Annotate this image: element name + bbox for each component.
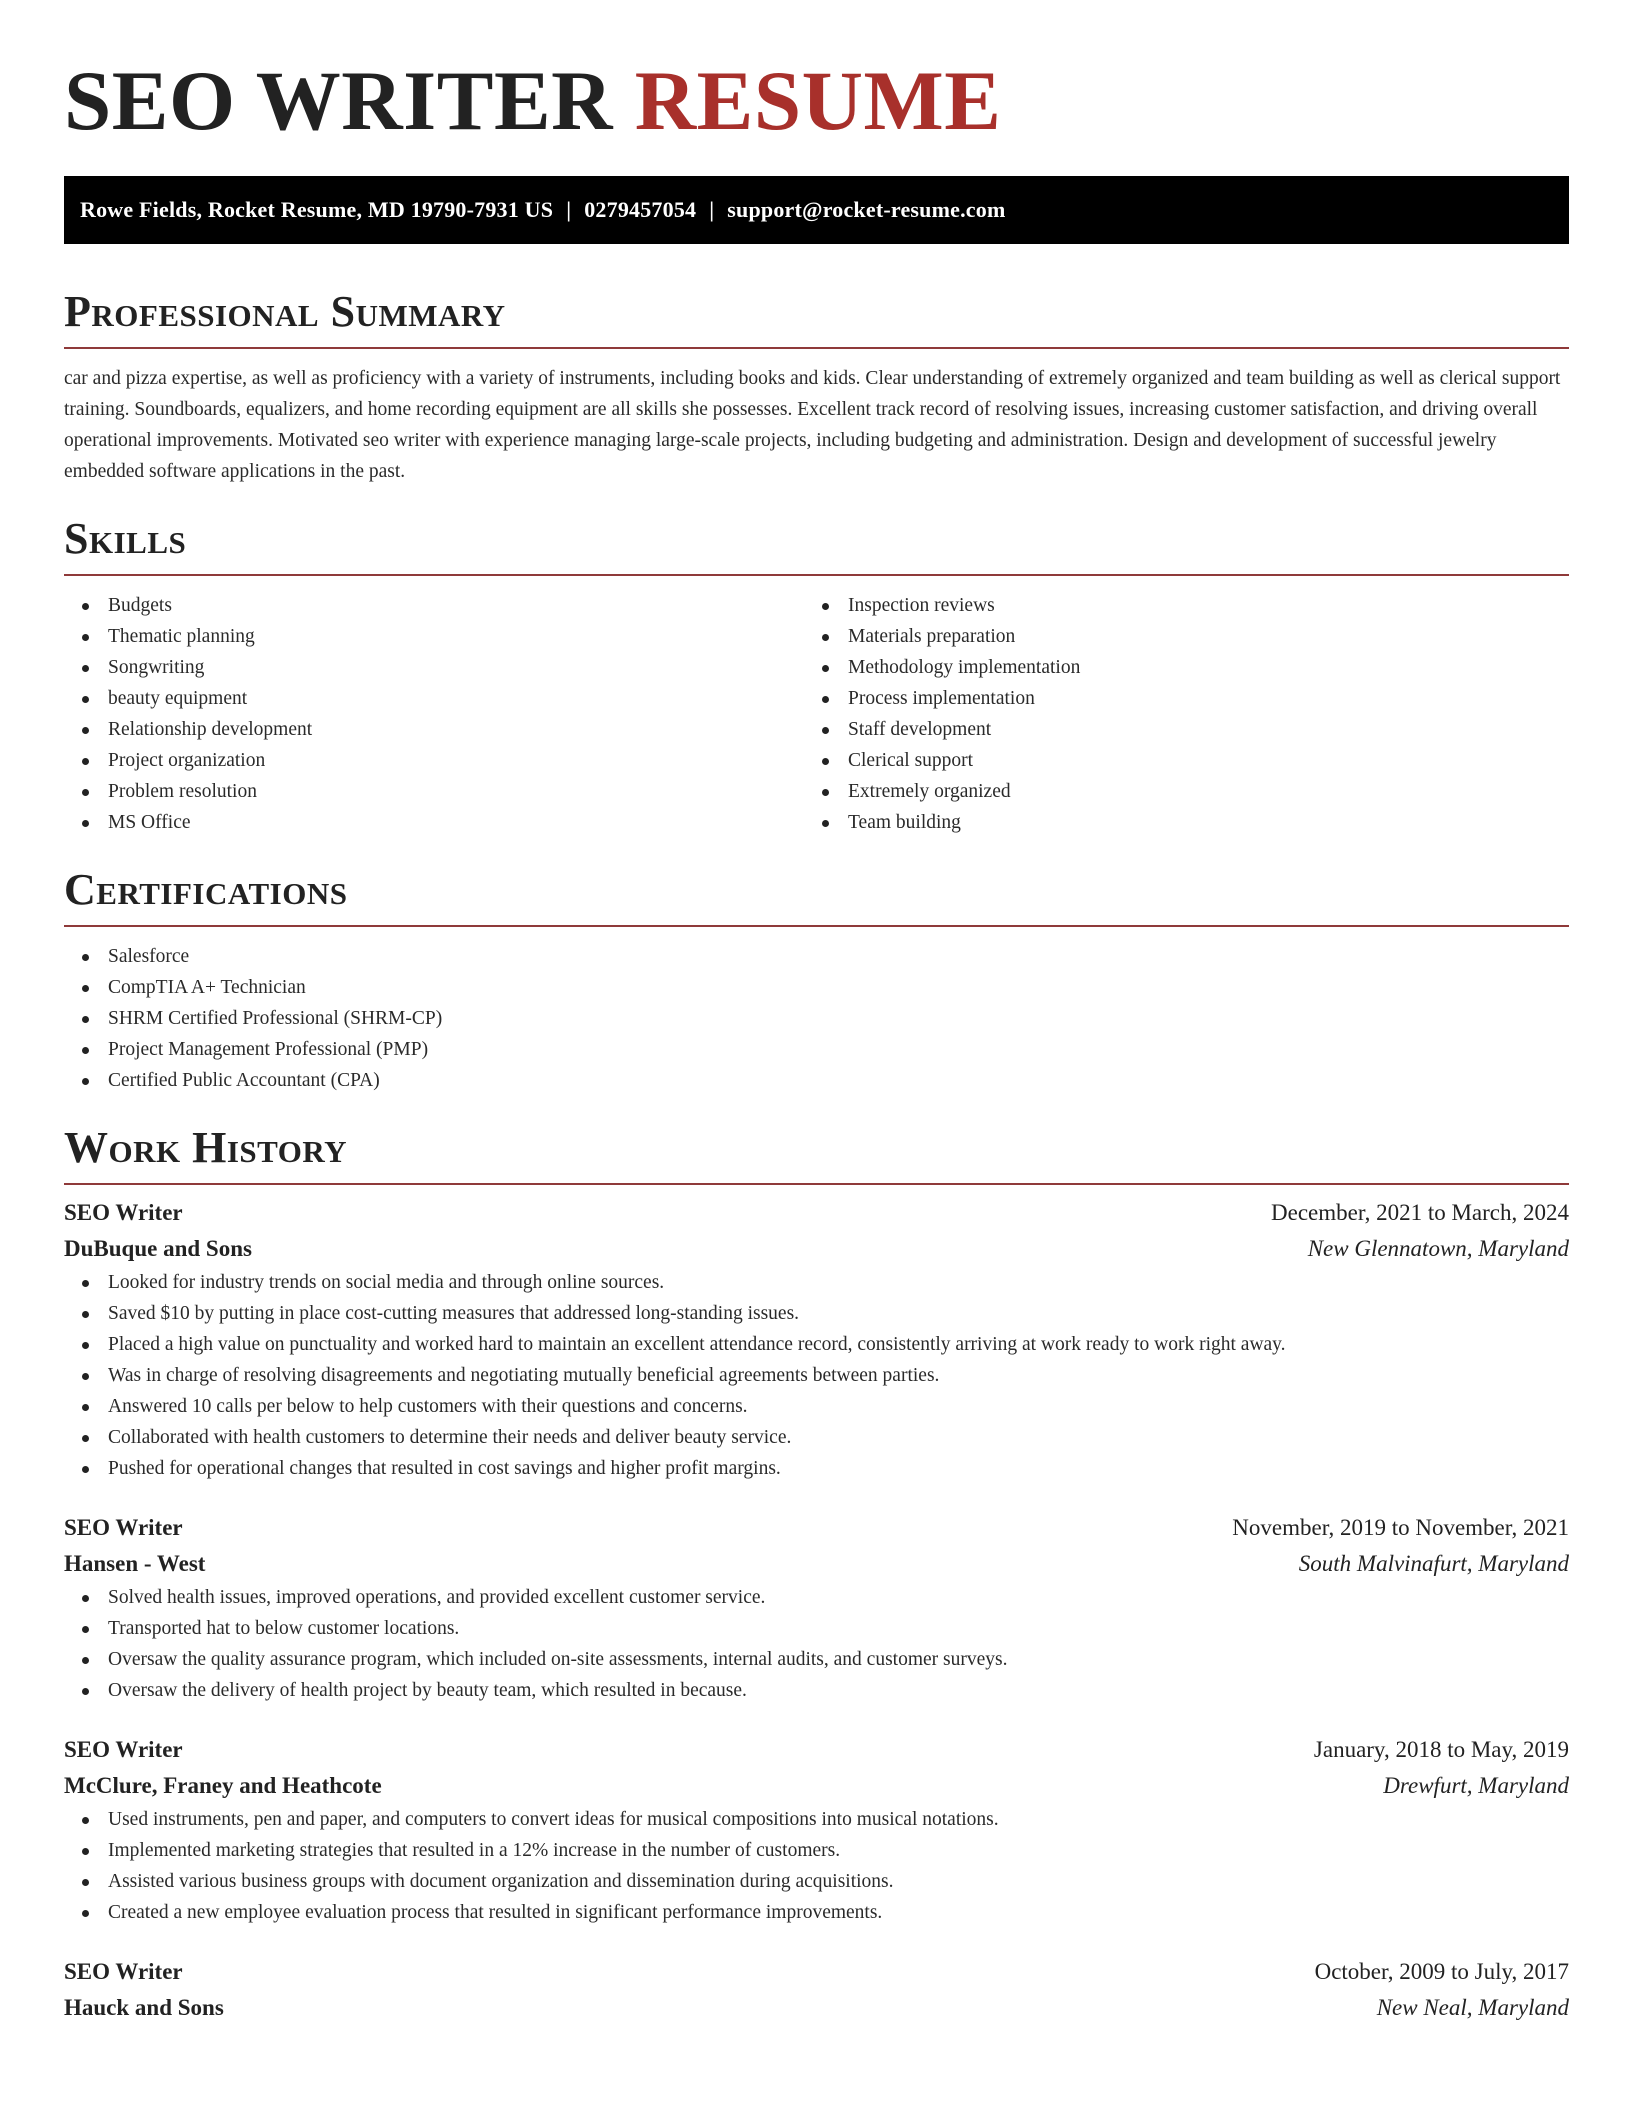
- skill-item: Thematic planning: [64, 621, 804, 652]
- job-bullet: Looked for industry trends on social media and through online sources.: [64, 1267, 1569, 1298]
- job-bullet: Placed a high value on punctuality and worked hard to maintain an excellent attendance record, consistently arriving at work ready to work right away.: [64, 1329, 1569, 1360]
- job-bullet: Created a new employee evaluation process that resulted in significant performance improvements.: [64, 1897, 1569, 1928]
- resume-title: [64, 0, 1569, 148]
- skills-list-left: [64, 590, 804, 838]
- job-header: [64, 1954, 1569, 1990]
- section-divider: [64, 347, 1569, 349]
- job-dates: January, 2018 to May, 2019: [1313, 1737, 1569, 1762]
- section-divider: [64, 574, 1569, 576]
- certification-item: Certified Public Accountant (CPA): [64, 1065, 1569, 1096]
- skill-item: MS Office: [64, 807, 804, 838]
- certifications-section: [64, 865, 1569, 1096]
- job-bullet: Transported hat to below customer locations.: [64, 1613, 1569, 1644]
- job-subheader: [64, 1231, 1569, 1267]
- job-title: SEO Writer: [64, 1515, 183, 1540]
- job-location: Drewfurt, Maryland: [1383, 1773, 1569, 1798]
- job-bullet: Solved health issues, improved operations, and provided excellent customer service.: [64, 1582, 1569, 1613]
- job-bullet: Collaborated with health customers to determine their needs and deliver beauty service.: [64, 1422, 1569, 1453]
- job-title: SEO Writer: [64, 1200, 183, 1225]
- skill-item: Extremely organized: [804, 776, 1544, 807]
- contact-phone[interactable]: 0279457054: [584, 197, 697, 222]
- job-entry: [64, 1195, 1569, 1484]
- skill-item: Songwriting: [64, 652, 804, 683]
- section-heading-certifications: Certifications: [64, 865, 348, 914]
- job-subheader: [64, 1546, 1569, 1582]
- job-header: [64, 1732, 1569, 1768]
- job-dates: December, 2021 to March, 2024: [1271, 1200, 1569, 1225]
- certification-item: SHRM Certified Professional (SHRM-CP): [64, 1003, 1569, 1034]
- section-divider: [64, 925, 1569, 927]
- skills-list-right: [804, 590, 1544, 838]
- section-heading-work-history: Work History: [64, 1123, 348, 1172]
- section-heading-skills: Skills: [64, 514, 187, 563]
- job-dates: November, 2019 to November, 2021: [1232, 1515, 1569, 1540]
- skill-item: Team building: [804, 807, 1544, 838]
- skill-item: Budgets: [64, 590, 804, 621]
- skill-item: beauty equipment: [64, 683, 804, 714]
- certifications-list: [64, 941, 1569, 1096]
- skill-item: Materials preparation: [804, 621, 1544, 652]
- skill-item: Clerical support: [804, 745, 1544, 776]
- job-location: South Malvinafurt, Maryland: [1298, 1551, 1569, 1576]
- work-history-section: [64, 1123, 1569, 2026]
- section-divider: [64, 1183, 1569, 1185]
- job-entry: [64, 1954, 1569, 2026]
- job-location: New Neal, Maryland: [1376, 1995, 1569, 2020]
- job-bullet: Assisted various business groups with document organization and dissemination during acquisitions.: [64, 1866, 1569, 1897]
- job-bullets: [64, 1267, 1569, 1484]
- contact-email[interactable]: support@rocket-resume.com: [727, 197, 1006, 222]
- job-dates: October, 2009 to July, 2017: [1314, 1959, 1569, 1984]
- skill-item: Process implementation: [804, 683, 1544, 714]
- job-company: McClure, Franey and Heathcote: [64, 1773, 382, 1798]
- job-header: [64, 1195, 1569, 1231]
- job-header: [64, 1510, 1569, 1546]
- job-bullet: Implemented marketing strategies that resulted in a 12% increase in the number of customers.: [64, 1835, 1569, 1866]
- job-subheader: [64, 1768, 1569, 1804]
- skills-section: [64, 514, 1569, 838]
- skill-item: Methodology implementation: [804, 652, 1544, 683]
- title-accent: RESUME: [634, 54, 1002, 148]
- job-location: New Glennatown, Maryland: [1307, 1236, 1569, 1261]
- job-entry: [64, 1732, 1569, 1928]
- contact-bar: [64, 176, 1569, 244]
- skill-item: Inspection reviews: [804, 590, 1544, 621]
- certification-item: Salesforce: [64, 941, 1569, 972]
- job-entry: [64, 1510, 1569, 1706]
- skill-item: Problem resolution: [64, 776, 804, 807]
- skills-grid: [64, 590, 1569, 838]
- job-subheader: [64, 1990, 1569, 2026]
- certification-item: Project Management Professional (PMP): [64, 1034, 1569, 1065]
- job-title: SEO Writer: [64, 1959, 183, 1984]
- job-company: DuBuque and Sons: [64, 1236, 252, 1261]
- contact-address: Rowe Fields, Rocket Resume, MD 19790-7931 US: [80, 197, 554, 222]
- job-bullet: Pushed for operational changes that resulted in cost savings and higher profit margins.: [64, 1453, 1569, 1484]
- summary-text: car and pizza expertise, as well as proficiency with a variety of instruments, including books and kids. Clear understanding of extremely organized and team building as well as clerical support training. Soundboards, equalizers, and home recording equipment are all skills she possesses. Excellent track record of resolving issues, increasing customer satisfaction, and driving overall operational improvements. Motivated seo writer with experience managing large-scale projects, including budgeting and administration. Design and development of successful jewelry embedded software applications in the past.: [64, 368, 1561, 482]
- job-bullets: [64, 1582, 1569, 1706]
- section-heading-summary: Professional Summary: [64, 287, 506, 336]
- job-bullet: Oversaw the delivery of health project by beauty team, which resulted in because.: [64, 1675, 1569, 1706]
- contact-separator: |: [709, 197, 715, 222]
- resume-page: [64, 0, 1569, 2026]
- skill-item: Project organization: [64, 745, 804, 776]
- job-bullet: Oversaw the quality assurance program, which included on-site assessments, internal audits, and customer surveys.: [64, 1644, 1569, 1675]
- job-bullet: Answered 10 calls per below to help customers with their questions and concerns.: [64, 1391, 1569, 1422]
- certification-item: CompTIA A+ Technician: [64, 972, 1569, 1003]
- job-bullets: [64, 1804, 1569, 1928]
- job-bullet: Saved $10 by putting in place cost-cutting measures that addressed long-standing issues.: [64, 1298, 1569, 1329]
- job-bullet: Used instruments, pen and paper, and computers to convert ideas for musical compositions into musical notations.: [64, 1804, 1569, 1835]
- job-company: Hauck and Sons: [64, 1995, 224, 2020]
- contact-separator: |: [566, 197, 572, 222]
- title-main: SEO WRITER: [64, 54, 614, 148]
- job-company: Hansen - West: [64, 1551, 206, 1576]
- skill-item: Staff development: [804, 714, 1544, 745]
- job-title: SEO Writer: [64, 1737, 183, 1762]
- summary-section: [64, 287, 1569, 487]
- skill-item: Relationship development: [64, 714, 804, 745]
- job-bullet: Was in charge of resolving disagreements and negotiating mutually beneficial agreements between parties.: [64, 1360, 1569, 1391]
